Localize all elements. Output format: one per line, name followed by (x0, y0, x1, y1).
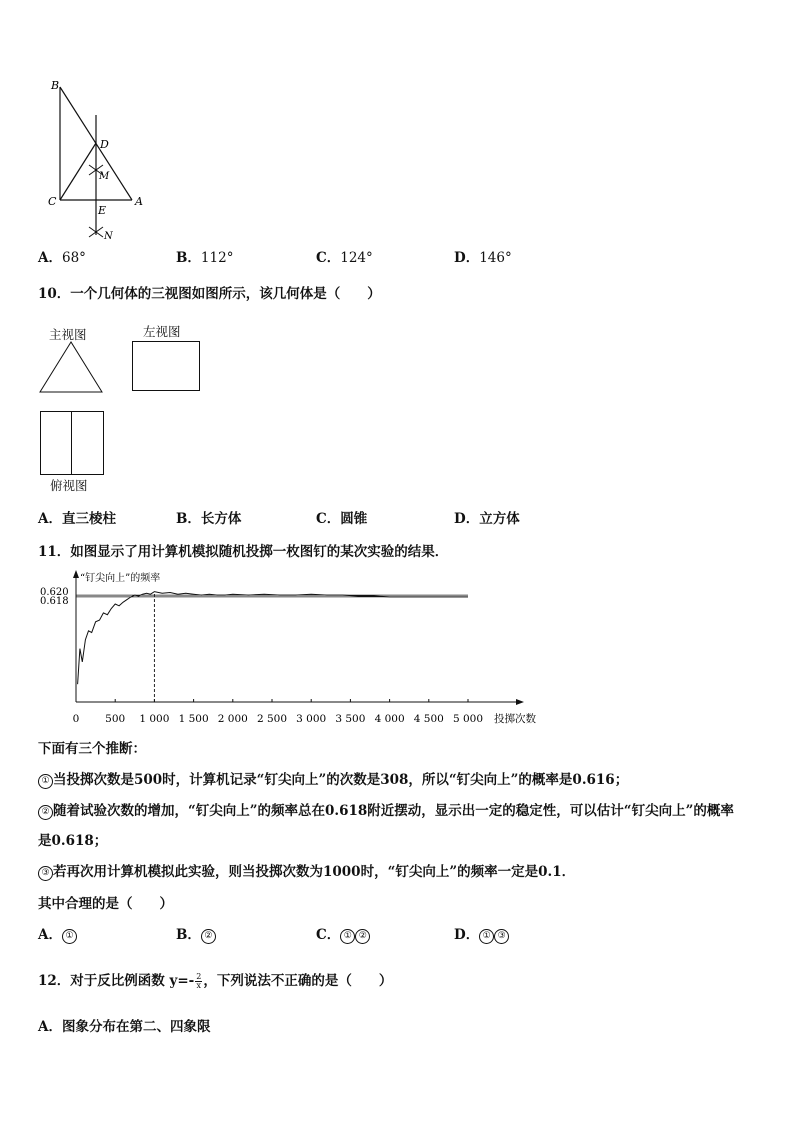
x-axis-arrow (516, 699, 524, 705)
x-tick-label-4000: 4 000 (374, 713, 405, 725)
top-view-rectangle (40, 411, 104, 475)
label-m: M (99, 171, 110, 182)
q10-question: 10．一个几何体的三视图如图所示，该几何体是（ ） (38, 286, 381, 302)
left-view-rectangle (132, 341, 200, 391)
x-tick-label-2000: 2 000 (217, 713, 248, 725)
q10-option-d: D．立方体 (454, 511, 520, 527)
q9-option-b: B．112° (176, 250, 234, 266)
x-tick-label-4500: 4 500 (413, 713, 444, 725)
x-tick-label-5000: 5 000 (452, 713, 484, 725)
x-axis-label: 投掷次数 (494, 713, 536, 725)
y-tick-label-1: 0.618 (40, 595, 69, 607)
q11-statement-3: ③ 若再次用计算机模拟此实验，则当投掷次数为1000时，“钉尖向上”的频率一定是0.1． (38, 863, 575, 881)
label-b: B (51, 79, 60, 92)
x-tick-label-3000: 3 000 (296, 713, 327, 725)
x-tick-label-2500: 2 500 (256, 713, 288, 725)
x-tick-label-500: 500 (105, 713, 126, 725)
left-view-label: 左视图 (143, 324, 181, 339)
frequency-chart (38, 566, 550, 732)
label-n: N (104, 231, 113, 242)
q11-statement-2-continued: 是0.618； (38, 833, 108, 849)
x-tick-label-1000: 1 000 (139, 713, 170, 725)
x-tick-label-1500: 1 500 (178, 713, 209, 725)
q11-statement-1: ① 当投掷次数是500时，计算机记录“钉尖向上”的次数是308，所以“钉尖向上”的概率是0.616； (38, 771, 628, 789)
label-c: C (48, 195, 57, 208)
q10-option-c: C．圆锥 (316, 511, 368, 527)
q11-option-d: D． ① ③ (454, 926, 509, 944)
y-axis-arrow (73, 570, 79, 578)
front-view-triangle (38, 340, 104, 394)
q11-option-c: C． ① ② (316, 926, 370, 944)
label-a: A (135, 195, 143, 208)
q9-geometry-figure (40, 75, 160, 245)
label-e: E (98, 204, 107, 217)
y-axis-label: “钉尖向上”的频率 (80, 573, 161, 584)
front-view-label: 主视图 (49, 327, 87, 342)
q9-option-a: A．68° (38, 250, 86, 266)
q9-option-d: D．146° (454, 250, 512, 266)
q12-option-a: A．图象分布在第二、四象限 (38, 1019, 211, 1035)
frequency-series-line (78, 592, 468, 685)
q11-statement-2: ② 随着试验次数的增加，“钉尖向上”的频率总在0.618附近摆动，显示出一定的稳定性，可以估计“钉尖向上”的概率 (38, 802, 734, 820)
q10-option-b: B．长方体 (176, 511, 242, 527)
segment-cd (60, 143, 96, 200)
q11-option-a: A． ① (38, 926, 77, 944)
label-d: D (100, 138, 109, 151)
q11-option-b: B． ② (176, 926, 216, 944)
q11-question: 11．如图显示了用计算机模拟随机投掷一枚图钉的某次实验的结果． (38, 544, 449, 560)
q12-fraction: $\frac{2}{x}$ (196, 972, 202, 990)
y-tick-label-0: 0.620 (40, 587, 69, 599)
top-view-label: 俯视图 (50, 478, 88, 493)
q12-question: 12．对于反比例函数 y=- $\frac{2}{x}$ ，下列说法不正确的是（ ） (38, 972, 393, 990)
x-tick-label-3500: 3 500 (335, 713, 366, 725)
q10-option-a: A．直三棱柱 (38, 511, 116, 527)
q9-option-c: C．124° (316, 250, 373, 266)
q11-intro: 下面有三个推断： (38, 741, 146, 757)
q11-prompt: 其中合理的是（ ） (38, 896, 173, 912)
x-tick-label-0: 0 (72, 713, 80, 725)
